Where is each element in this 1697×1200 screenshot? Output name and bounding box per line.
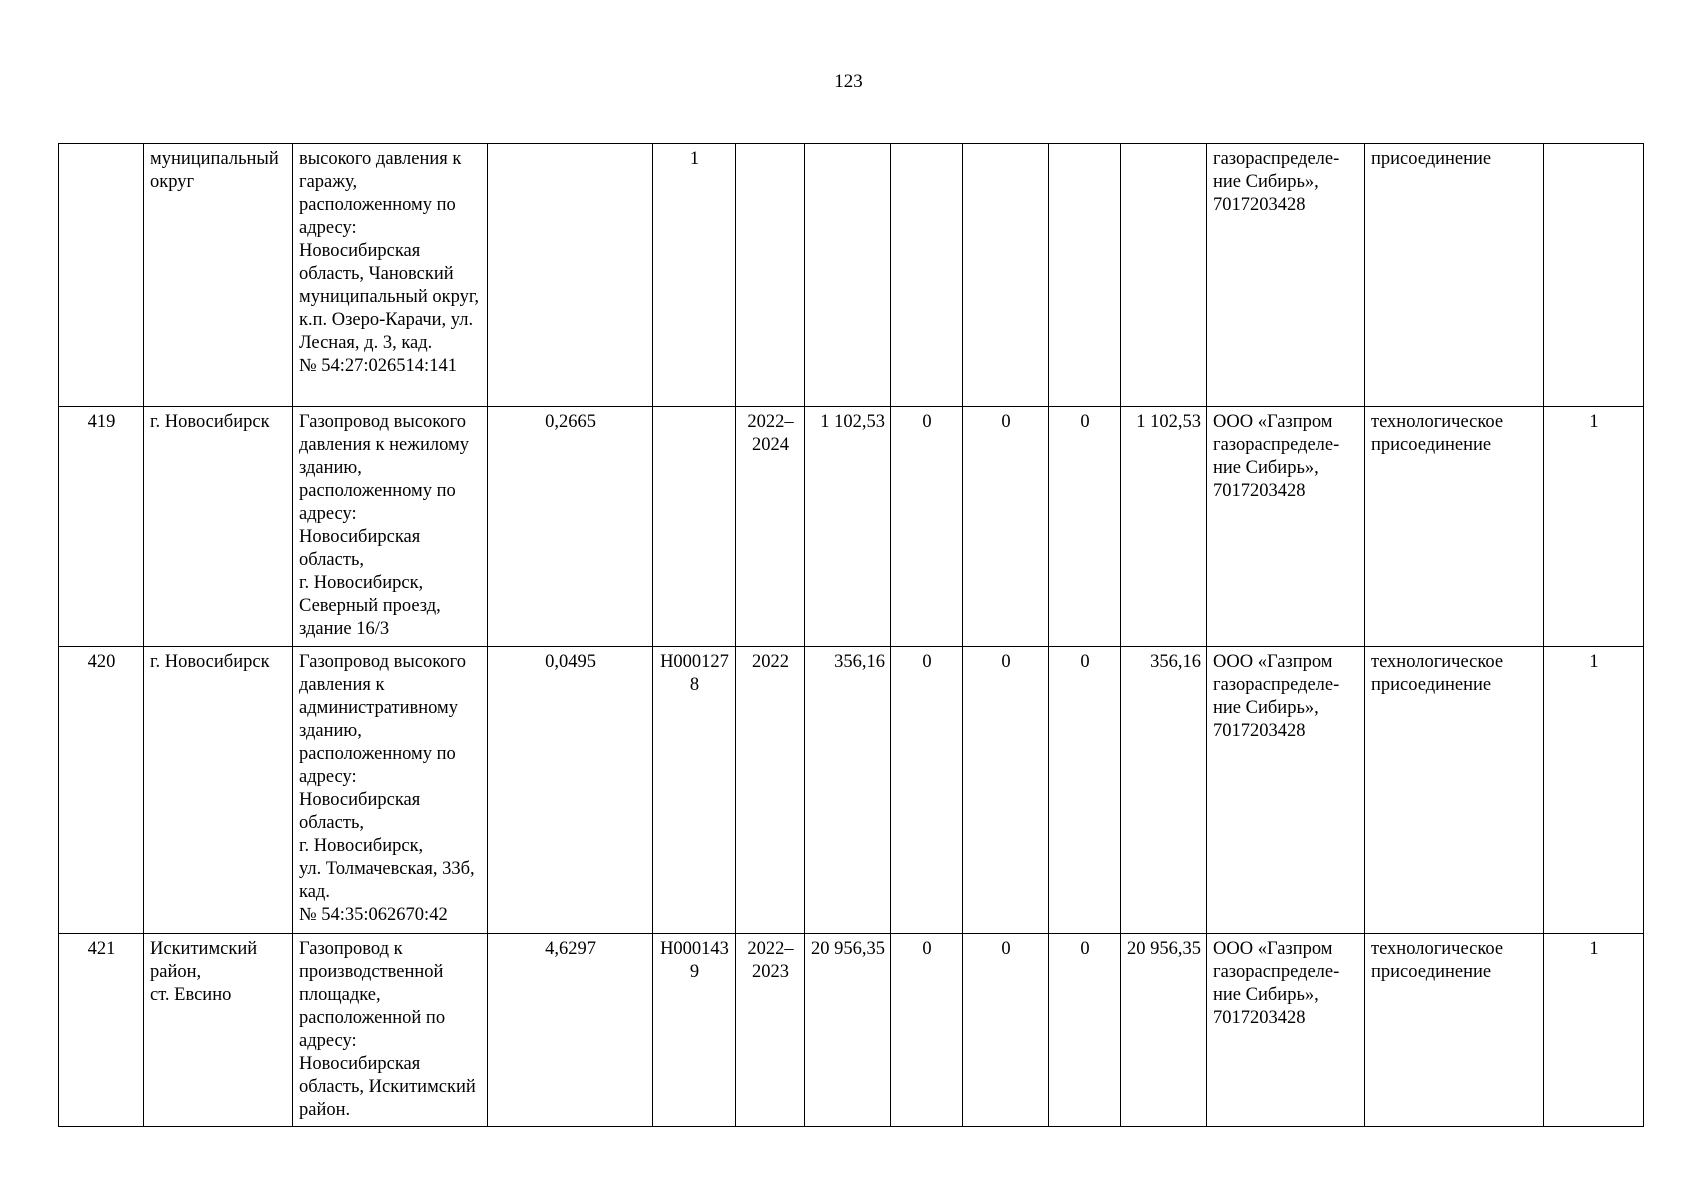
cell-type: технологическое присоединение [1365,934,1544,1127]
cell-total: 1 102,53 [805,407,891,647]
cell-value-2: 0 [963,407,1049,647]
cell-object: высокого давления к гаражу, расположенному по адресу: Новосибирская область, Чановский муниципальный округ, к.п. Озеро-Карачи, ул. Лесная, д. 3, кад. № 54:27:026514:141 [293,144,488,407]
cell-municipality: муниципальный округ [144,144,293,407]
cell-num: 419 [59,407,144,647]
cell-value-4: 356,16 [1121,647,1207,934]
cell-length [488,144,653,407]
cell-years [736,144,805,407]
cell-total [805,144,891,407]
cell-value-1: 0 [891,934,963,1127]
data-table [58,143,1644,1127]
cell-value-1: 0 [891,407,963,647]
cell-last: 1 [1544,647,1644,934]
cell-organization: газораспределе-ние Сибирь», 7017203428 [1207,144,1365,407]
cell-code: Н000127 8 [653,647,736,934]
cell-years: 2022 [736,647,805,934]
cell-value-4 [1121,144,1207,407]
cell-length: 0,0495 [488,647,653,934]
cell-code: Н000143 9 [653,934,736,1127]
cell-value-3: 0 [1049,407,1121,647]
cell-total: 20 956,35 [805,934,891,1127]
cell-organization: ООО «Газпром газораспределе-ние Сибирь», 7017203428 [1207,647,1365,934]
cell-object: Газопровод к производственной площадке, расположенной по адресу: Новосибирская область, Искитимский район. [293,934,488,1127]
cell-value-2: 0 [963,647,1049,934]
cell-object: Газопровод высокого давления к административному зданию, расположенному по адресу: Новосибирская область, г. Новосибирск, ул. Толмачевская, 33б, кад. № 54:35:062670:42 [293,647,488,934]
cell-type: технологическое присоединение [1365,407,1544,647]
cell-value-1: 0 [891,647,963,934]
cell-code [653,407,736,647]
cell-code: 1 [653,144,736,407]
cell-num: 420 [59,647,144,934]
cell-total: 356,16 [805,647,891,934]
page-number: 123 [834,71,863,92]
cell-municipality: г. Новосибирск [144,407,293,647]
cell-organization: ООО «Газпром газораспределе-ние Сибирь», 7017203428 [1207,934,1365,1127]
cell-value-4: 20 956,35 [1121,934,1207,1127]
cell-value-2 [963,144,1049,407]
cell-municipality: г. Новосибирск [144,647,293,934]
cell-value-1 [891,144,963,407]
cell-object: Газопровод высокого давления к нежилому зданию, расположенному по адресу: Новосибирская область, г. Новосибирск, Северный проезд, здание 16/3 [293,407,488,647]
cell-length: 4,6297 [488,934,653,1127]
cell-value-3: 0 [1049,934,1121,1127]
cell-length: 0,2665 [488,407,653,647]
cell-last: 1 [1544,407,1644,647]
cell-last [1544,144,1644,407]
cell-num [59,144,144,407]
cell-organization: ООО «Газпром газораспределе-ние Сибирь», 7017203428 [1207,407,1365,647]
cell-type: присоединение [1365,144,1544,407]
cell-years: 2022– 2023 [736,934,805,1127]
cell-municipality: Искитимский район, ст. Евсино [144,934,293,1127]
table-row [59,144,1644,407]
cell-type: технологическое присоединение [1365,647,1544,934]
table-row [59,934,1644,1127]
table-row [59,647,1644,934]
cell-num: 421 [59,934,144,1127]
table-row [59,407,1644,647]
cell-value-4: 1 102,53 [1121,407,1207,647]
cell-value-2: 0 [963,934,1049,1127]
cell-years: 2022– 2024 [736,407,805,647]
cell-value-3: 0 [1049,647,1121,934]
cell-last: 1 [1544,934,1644,1127]
cell-value-3 [1049,144,1121,407]
